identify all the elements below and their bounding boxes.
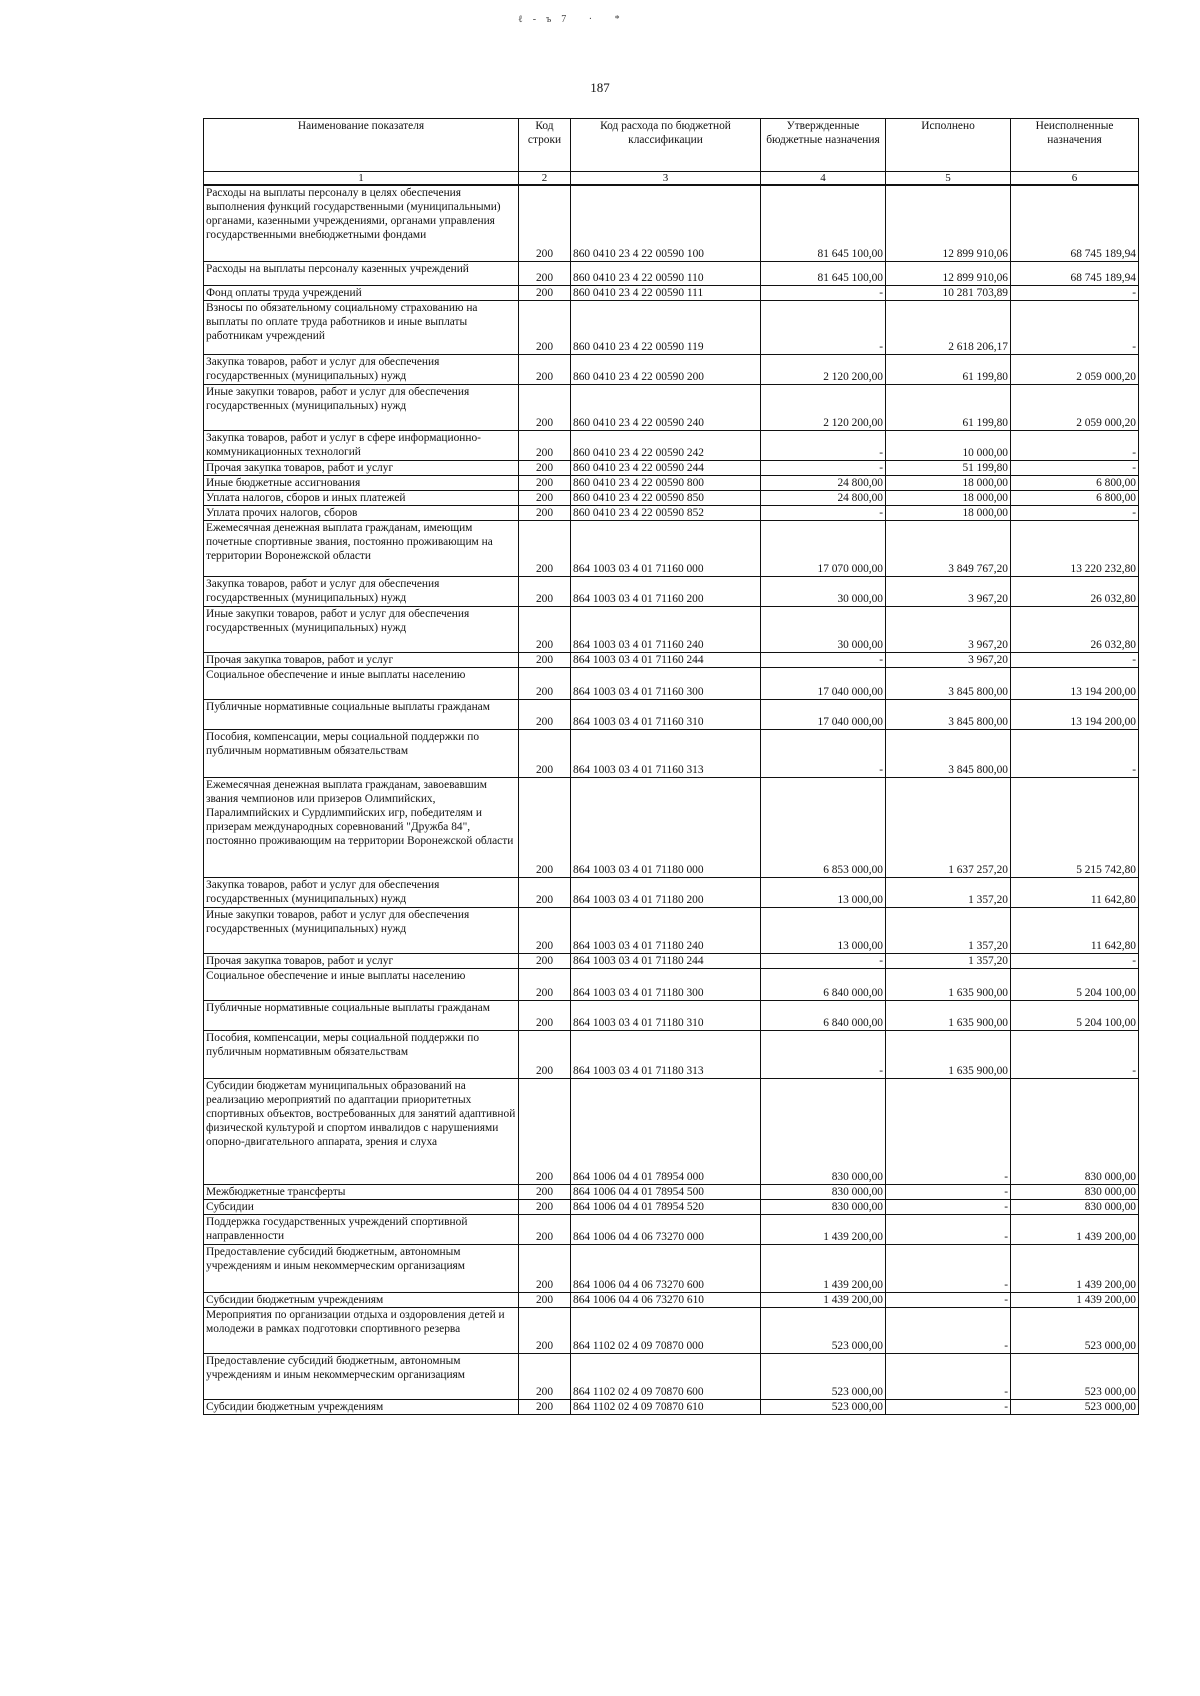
row-unexecuted: 5 215 742,80 bbox=[1011, 777, 1139, 877]
row-name: Предоставление субсидий бюджетным, автономным учреждениям и иным некоммерческим организациям bbox=[204, 1244, 519, 1292]
budget-execution-table bbox=[203, 118, 1139, 1415]
page-number: 187 bbox=[590, 80, 610, 95]
row-executed: 3 967,20 bbox=[886, 652, 1011, 667]
row-line-code: 200 bbox=[519, 968, 571, 1000]
row-line-code: 200 bbox=[519, 261, 571, 285]
row-unexecuted: 13 194 200,00 bbox=[1011, 699, 1139, 729]
row-executed: 61 199,80 bbox=[886, 354, 1011, 384]
row-line-code: 200 bbox=[519, 430, 571, 460]
row-approved: 830 000,00 bbox=[761, 1184, 886, 1199]
row-approved: 1 439 200,00 bbox=[761, 1244, 886, 1292]
row-unexecuted: 1 439 200,00 bbox=[1011, 1214, 1139, 1244]
row-budget-code: 864 1006 04 4 06 73270 600 bbox=[571, 1244, 761, 1292]
row-line-code: 200 bbox=[519, 1199, 571, 1214]
header-executed: Исполнено bbox=[886, 119, 1011, 172]
table-row bbox=[204, 576, 1139, 606]
row-approved: 13 000,00 bbox=[761, 907, 886, 953]
row-line-code: 200 bbox=[519, 652, 571, 667]
row-unexecuted: 11 642,80 bbox=[1011, 877, 1139, 907]
row-unexecuted: 68 745 189,94 bbox=[1011, 185, 1139, 261]
row-budget-code: 864 1006 04 4 06 73270 610 bbox=[571, 1292, 761, 1307]
row-budget-code: 864 1003 03 4 01 71160 000 bbox=[571, 520, 761, 576]
row-approved: - bbox=[761, 430, 886, 460]
column-number: 2 bbox=[519, 172, 571, 186]
row-approved: 81 645 100,00 bbox=[761, 185, 886, 261]
table-row bbox=[204, 285, 1139, 300]
table-row bbox=[204, 877, 1139, 907]
row-line-code: 200 bbox=[519, 520, 571, 576]
row-executed: - bbox=[886, 1214, 1011, 1244]
row-executed: 3 849 767,20 bbox=[886, 520, 1011, 576]
row-line-code: 200 bbox=[519, 1214, 571, 1244]
row-executed: 10 000,00 bbox=[886, 430, 1011, 460]
row-executed: - bbox=[886, 1244, 1011, 1292]
row-executed: 3 845 800,00 bbox=[886, 729, 1011, 777]
row-name: Закупка товаров, работ и услуг в сфере информационно-коммуникационных технологий bbox=[204, 430, 519, 460]
table-row bbox=[204, 968, 1139, 1000]
column-number: 5 bbox=[886, 172, 1011, 186]
row-name: Иные закупки товаров, работ и услуг для обеспечения государственных (муниципальных) нужд bbox=[204, 606, 519, 652]
row-name: Расходы на выплаты персоналу казенных учреждений bbox=[204, 261, 519, 285]
row-unexecuted: - bbox=[1011, 729, 1139, 777]
row-executed: - bbox=[886, 1199, 1011, 1214]
table-row bbox=[204, 1199, 1139, 1214]
table-row bbox=[204, 475, 1139, 490]
row-approved: 24 800,00 bbox=[761, 475, 886, 490]
row-approved: 13 000,00 bbox=[761, 877, 886, 907]
row-line-code: 200 bbox=[519, 576, 571, 606]
row-line-code: 200 bbox=[519, 1030, 571, 1078]
row-unexecuted: - bbox=[1011, 1030, 1139, 1078]
table-row bbox=[204, 699, 1139, 729]
row-approved: 6 840 000,00 bbox=[761, 1000, 886, 1030]
row-unexecuted: 2 059 000,20 bbox=[1011, 384, 1139, 430]
row-unexecuted: 5 204 100,00 bbox=[1011, 968, 1139, 1000]
row-approved: 2 120 200,00 bbox=[761, 354, 886, 384]
header-name: Наименование показателя bbox=[204, 119, 519, 172]
row-approved: - bbox=[761, 285, 886, 300]
column-number: 6 bbox=[1011, 172, 1139, 186]
row-budget-code: 864 1003 03 4 01 71180 313 bbox=[571, 1030, 761, 1078]
row-approved: 30 000,00 bbox=[761, 606, 886, 652]
row-name: Закупка товаров, работ и услуг для обеспечения государственных (муниципальных) нужд bbox=[204, 576, 519, 606]
row-line-code: 200 bbox=[519, 384, 571, 430]
row-executed: - bbox=[886, 1307, 1011, 1353]
row-budget-code: 864 1003 03 4 01 71160 310 bbox=[571, 699, 761, 729]
row-name: Пособия, компенсации, меры социальной поддержки по публичным нормативным обязательствам bbox=[204, 1030, 519, 1078]
row-unexecuted: 1 439 200,00 bbox=[1011, 1292, 1139, 1307]
row-line-code: 200 bbox=[519, 1184, 571, 1199]
row-line-code: 200 bbox=[519, 285, 571, 300]
row-unexecuted: 11 642,80 bbox=[1011, 907, 1139, 953]
row-budget-code: 860 0410 23 4 22 00590 244 bbox=[571, 460, 761, 475]
row-unexecuted: 5 204 100,00 bbox=[1011, 1000, 1139, 1030]
row-budget-code: 864 1003 03 4 01 71180 244 bbox=[571, 953, 761, 968]
row-name: Поддержка государственных учреждений спортивной направленности bbox=[204, 1214, 519, 1244]
row-name: Фонд оплаты труда учреждений bbox=[204, 285, 519, 300]
table-row bbox=[204, 907, 1139, 953]
row-name: Расходы на выплаты персоналу в целях обеспечения выполнения функций государственными (муниципальными) органами, казенными учреждениями, органами управления государственными внебюджетными фондами bbox=[204, 185, 519, 261]
table-row bbox=[204, 777, 1139, 877]
row-unexecuted: - bbox=[1011, 285, 1139, 300]
header-approved: Утвержденные бюджетные назначения bbox=[761, 119, 886, 172]
row-line-code: 200 bbox=[519, 729, 571, 777]
row-approved: - bbox=[761, 300, 886, 354]
row-line-code: 200 bbox=[519, 185, 571, 261]
row-name: Мероприятия по организации отдыха и оздоровления детей и молодежи в рамках подготовки спортивного резерва bbox=[204, 1307, 519, 1353]
row-executed: 1 357,20 bbox=[886, 877, 1011, 907]
table-row bbox=[204, 729, 1139, 777]
header-row bbox=[204, 119, 1139, 172]
row-budget-code: 864 1003 03 4 01 71180 200 bbox=[571, 877, 761, 907]
row-executed: 3 845 800,00 bbox=[886, 667, 1011, 699]
row-unexecuted: 6 800,00 bbox=[1011, 490, 1139, 505]
table-row bbox=[204, 1078, 1139, 1184]
row-budget-code: 860 0410 23 4 22 00590 200 bbox=[571, 354, 761, 384]
row-unexecuted: - bbox=[1011, 300, 1139, 354]
row-executed: 12 899 910,06 bbox=[886, 261, 1011, 285]
row-line-code: 200 bbox=[519, 1000, 571, 1030]
row-unexecuted: 13 194 200,00 bbox=[1011, 667, 1139, 699]
row-line-code: 200 bbox=[519, 354, 571, 384]
row-unexecuted: 830 000,00 bbox=[1011, 1184, 1139, 1199]
row-approved: 1 439 200,00 bbox=[761, 1214, 886, 1244]
table-row bbox=[204, 1307, 1139, 1353]
table-row bbox=[204, 300, 1139, 354]
row-budget-code: 864 1102 02 4 09 70870 600 bbox=[571, 1353, 761, 1399]
row-unexecuted: 830 000,00 bbox=[1011, 1078, 1139, 1184]
column-number: 1 bbox=[204, 172, 519, 186]
row-executed: 1 635 900,00 bbox=[886, 1030, 1011, 1078]
row-approved: - bbox=[761, 953, 886, 968]
row-name: Иные бюджетные ассигнования bbox=[204, 475, 519, 490]
row-unexecuted: - bbox=[1011, 652, 1139, 667]
row-approved: - bbox=[761, 1030, 886, 1078]
row-budget-code: 860 0410 23 4 22 00590 119 bbox=[571, 300, 761, 354]
row-approved: 1 439 200,00 bbox=[761, 1292, 886, 1307]
row-name: Пособия, компенсации, меры социальной поддержки по публичным нормативным обязательствам bbox=[204, 729, 519, 777]
row-budget-code: 860 0410 23 4 22 00590 100 bbox=[571, 185, 761, 261]
row-approved: 6 840 000,00 bbox=[761, 968, 886, 1000]
row-executed: - bbox=[886, 1184, 1011, 1199]
row-unexecuted: 26 032,80 bbox=[1011, 576, 1139, 606]
row-unexecuted: 523 000,00 bbox=[1011, 1307, 1139, 1353]
row-unexecuted: 830 000,00 bbox=[1011, 1199, 1139, 1214]
row-name: Публичные нормативные социальные выплаты гражданам bbox=[204, 1000, 519, 1030]
row-budget-code: 864 1003 03 4 01 71180 300 bbox=[571, 968, 761, 1000]
row-approved: 81 645 100,00 bbox=[761, 261, 886, 285]
row-executed: 1 637 257,20 bbox=[886, 777, 1011, 877]
row-name: Иные закупки товаров, работ и услуг для обеспечения государственных (муниципальных) нужд bbox=[204, 907, 519, 953]
row-name: Взносы по обязательному социальному страхованию на выплаты по оплате труда работников и иные выплаты работникам учреждений bbox=[204, 300, 519, 354]
row-name: Ежемесячная денежная выплата гражданам, завоевавшим звания чемпионов или призеров Олимпийских, Паралимпийских и Сурдлимпийских игр, победителям и призерам международных соревнований "Дружба 84", постоянно проживающим на территории Воронежской области bbox=[204, 777, 519, 877]
row-name: Уплата налогов, сборов и иных платежей bbox=[204, 490, 519, 505]
row-unexecuted: - bbox=[1011, 505, 1139, 520]
row-budget-code: 864 1006 04 4 01 78954 000 bbox=[571, 1078, 761, 1184]
row-unexecuted: 26 032,80 bbox=[1011, 606, 1139, 652]
row-line-code: 200 bbox=[519, 490, 571, 505]
row-line-code: 200 bbox=[519, 300, 571, 354]
row-budget-code: 864 1006 04 4 01 78954 500 bbox=[571, 1184, 761, 1199]
row-budget-code: 864 1006 04 4 06 73270 000 bbox=[571, 1214, 761, 1244]
header-unexecuted: Неисполненные назначения bbox=[1011, 119, 1139, 172]
row-approved: - bbox=[761, 460, 886, 475]
row-executed: 12 899 910,06 bbox=[886, 185, 1011, 261]
row-executed: - bbox=[886, 1292, 1011, 1307]
row-name: Субсидии bbox=[204, 1199, 519, 1214]
row-unexecuted: - bbox=[1011, 460, 1139, 475]
row-budget-code: 864 1003 03 4 01 71180 240 bbox=[571, 907, 761, 953]
row-budget-code: 864 1003 03 4 01 71160 300 bbox=[571, 667, 761, 699]
table-row bbox=[204, 384, 1139, 430]
header-line-code: Код строки bbox=[519, 119, 571, 172]
table-row bbox=[204, 185, 1139, 261]
table-row bbox=[204, 953, 1139, 968]
table-row bbox=[204, 1030, 1139, 1078]
row-name: Субсидии бюджетным учреждениям bbox=[204, 1399, 519, 1414]
row-name: Субсидии бюджетам муниципальных образований на реализацию мероприятий по адаптации приоритетных спортивных объектов, востребованных для занятий адаптивной физической культурой и спортом инвалидов с нарушениями опорно-двигательного аппарата, зрения и слуха bbox=[204, 1078, 519, 1184]
row-budget-code: 864 1003 03 4 01 71160 313 bbox=[571, 729, 761, 777]
row-name: Социальное обеспечение и иные выплаты населению bbox=[204, 968, 519, 1000]
row-name: Прочая закупка товаров, работ и услуг bbox=[204, 460, 519, 475]
table-row bbox=[204, 505, 1139, 520]
row-unexecuted: 68 745 189,94 bbox=[1011, 261, 1139, 285]
row-budget-code: 860 0410 23 4 22 00590 800 bbox=[571, 475, 761, 490]
row-unexecuted: - bbox=[1011, 430, 1139, 460]
row-name: Прочая закупка товаров, работ и услуг bbox=[204, 953, 519, 968]
row-executed: 3 845 800,00 bbox=[886, 699, 1011, 729]
row-executed: 1 357,20 bbox=[886, 953, 1011, 968]
row-approved: 17 040 000,00 bbox=[761, 667, 886, 699]
row-executed: 2 618 206,17 bbox=[886, 300, 1011, 354]
row-executed: 1 635 900,00 bbox=[886, 1000, 1011, 1030]
row-approved: 17 070 000,00 bbox=[761, 520, 886, 576]
row-approved: 2 120 200,00 bbox=[761, 384, 886, 430]
row-name: Социальное обеспечение и иные выплаты населению bbox=[204, 667, 519, 699]
row-line-code: 200 bbox=[519, 1292, 571, 1307]
row-budget-code: 864 1003 03 4 01 71180 310 bbox=[571, 1000, 761, 1030]
row-budget-code: 860 0410 23 4 22 00590 852 bbox=[571, 505, 761, 520]
row-line-code: 200 bbox=[519, 1078, 571, 1184]
row-budget-code: 864 1003 03 4 01 71160 200 bbox=[571, 576, 761, 606]
row-approved: 523 000,00 bbox=[761, 1307, 886, 1353]
row-executed: - bbox=[886, 1353, 1011, 1399]
row-line-code: 200 bbox=[519, 699, 571, 729]
row-unexecuted: 523 000,00 bbox=[1011, 1399, 1139, 1414]
row-budget-code: 864 1102 02 4 09 70870 610 bbox=[571, 1399, 761, 1414]
row-name: Ежемесячная денежная выплата гражданам, имеющим почетные спортивные звания, постоянно проживающим на территории Воронежской области bbox=[204, 520, 519, 576]
row-name: Иные закупки товаров, работ и услуг для обеспечения государственных (муниципальных) нужд bbox=[204, 384, 519, 430]
table-row bbox=[204, 354, 1139, 384]
table-row bbox=[204, 1244, 1139, 1292]
column-number: 4 bbox=[761, 172, 886, 186]
row-executed: 1 357,20 bbox=[886, 907, 1011, 953]
row-line-code: 200 bbox=[519, 667, 571, 699]
column-number: 3 bbox=[571, 172, 761, 186]
row-executed: 1 635 900,00 bbox=[886, 968, 1011, 1000]
row-approved: 24 800,00 bbox=[761, 490, 886, 505]
row-line-code: 200 bbox=[519, 475, 571, 490]
table-row bbox=[204, 1353, 1139, 1399]
row-name: Межбюджетные трансферты bbox=[204, 1184, 519, 1199]
row-line-code: 200 bbox=[519, 877, 571, 907]
row-unexecuted: 1 439 200,00 bbox=[1011, 1244, 1139, 1292]
row-approved: 30 000,00 bbox=[761, 576, 886, 606]
row-line-code: 200 bbox=[519, 1353, 571, 1399]
row-name: Субсидии бюджетным учреждениям bbox=[204, 1292, 519, 1307]
row-line-code: 200 bbox=[519, 907, 571, 953]
row-executed: 3 967,20 bbox=[886, 606, 1011, 652]
row-name: Закупка товаров, работ и услуг для обеспечения государственных (муниципальных) нужд bbox=[204, 877, 519, 907]
row-budget-code: 864 1102 02 4 09 70870 000 bbox=[571, 1307, 761, 1353]
row-approved: - bbox=[761, 729, 886, 777]
row-approved: 523 000,00 bbox=[761, 1399, 886, 1414]
row-executed: 18 000,00 bbox=[886, 475, 1011, 490]
row-executed: 3 967,20 bbox=[886, 576, 1011, 606]
table-row bbox=[204, 1292, 1139, 1307]
row-name: Публичные нормативные социальные выплаты гражданам bbox=[204, 699, 519, 729]
table-row bbox=[204, 430, 1139, 460]
row-line-code: 200 bbox=[519, 460, 571, 475]
row-unexecuted: 13 220 232,80 bbox=[1011, 520, 1139, 576]
table-row bbox=[204, 490, 1139, 505]
row-unexecuted: 2 059 000,20 bbox=[1011, 354, 1139, 384]
row-budget-code: 864 1003 03 4 01 71160 244 bbox=[571, 652, 761, 667]
table-row bbox=[204, 652, 1139, 667]
table-row bbox=[204, 1399, 1139, 1414]
table-row bbox=[204, 667, 1139, 699]
row-executed: 61 199,80 bbox=[886, 384, 1011, 430]
table-row bbox=[204, 460, 1139, 475]
column-number-row bbox=[204, 172, 1139, 186]
row-line-code: 200 bbox=[519, 953, 571, 968]
row-line-code: 200 bbox=[519, 505, 571, 520]
row-line-code: 200 bbox=[519, 1399, 571, 1414]
row-name: Прочая закупка товаров, работ и услуг bbox=[204, 652, 519, 667]
scan-mark: ℓ-ъ7 · * bbox=[518, 14, 630, 25]
row-unexecuted: - bbox=[1011, 953, 1139, 968]
row-budget-code: 860 0410 23 4 22 00590 242 bbox=[571, 430, 761, 460]
row-approved: 830 000,00 bbox=[761, 1199, 886, 1214]
row-budget-code: 864 1006 04 4 01 78954 520 bbox=[571, 1199, 761, 1214]
table-row bbox=[204, 1000, 1139, 1030]
table-body bbox=[204, 185, 1139, 1414]
table-row bbox=[204, 1214, 1139, 1244]
row-budget-code: 864 1003 03 4 01 71180 000 bbox=[571, 777, 761, 877]
row-budget-code: 860 0410 23 4 22 00590 240 bbox=[571, 384, 761, 430]
row-line-code: 200 bbox=[519, 1307, 571, 1353]
row-line-code: 200 bbox=[519, 606, 571, 652]
row-unexecuted: 6 800,00 bbox=[1011, 475, 1139, 490]
row-name: Закупка товаров, работ и услуг для обеспечения государственных (муниципальных) нужд bbox=[204, 354, 519, 384]
row-executed: - bbox=[886, 1078, 1011, 1184]
row-executed: 18 000,00 bbox=[886, 505, 1011, 520]
row-approved: 6 853 000,00 bbox=[761, 777, 886, 877]
row-executed: - bbox=[886, 1399, 1011, 1414]
row-budget-code: 860 0410 23 4 22 00590 111 bbox=[571, 285, 761, 300]
row-executed: 18 000,00 bbox=[886, 490, 1011, 505]
row-approved: 523 000,00 bbox=[761, 1353, 886, 1399]
table-row bbox=[204, 261, 1139, 285]
row-executed: 10 281 703,89 bbox=[886, 285, 1011, 300]
row-approved: - bbox=[761, 505, 886, 520]
row-approved: - bbox=[761, 652, 886, 667]
row-budget-code: 860 0410 23 4 22 00590 850 bbox=[571, 490, 761, 505]
row-unexecuted: 523 000,00 bbox=[1011, 1353, 1139, 1399]
row-executed: 51 199,80 bbox=[886, 460, 1011, 475]
row-line-code: 200 bbox=[519, 1244, 571, 1292]
table-row bbox=[204, 520, 1139, 576]
row-line-code: 200 bbox=[519, 777, 571, 877]
row-name: Уплата прочих налогов, сборов bbox=[204, 505, 519, 520]
row-approved: 17 040 000,00 bbox=[761, 699, 886, 729]
table-row bbox=[204, 1184, 1139, 1199]
header-budget-code: Код расхода по бюджетной классификации bbox=[571, 119, 761, 172]
row-budget-code: 860 0410 23 4 22 00590 110 bbox=[571, 261, 761, 285]
row-budget-code: 864 1003 03 4 01 71160 240 bbox=[571, 606, 761, 652]
table-row bbox=[204, 606, 1139, 652]
row-name: Предоставление субсидий бюджетным, автономным учреждениям и иным некоммерческим организациям bbox=[204, 1353, 519, 1399]
row-approved: 830 000,00 bbox=[761, 1078, 886, 1184]
